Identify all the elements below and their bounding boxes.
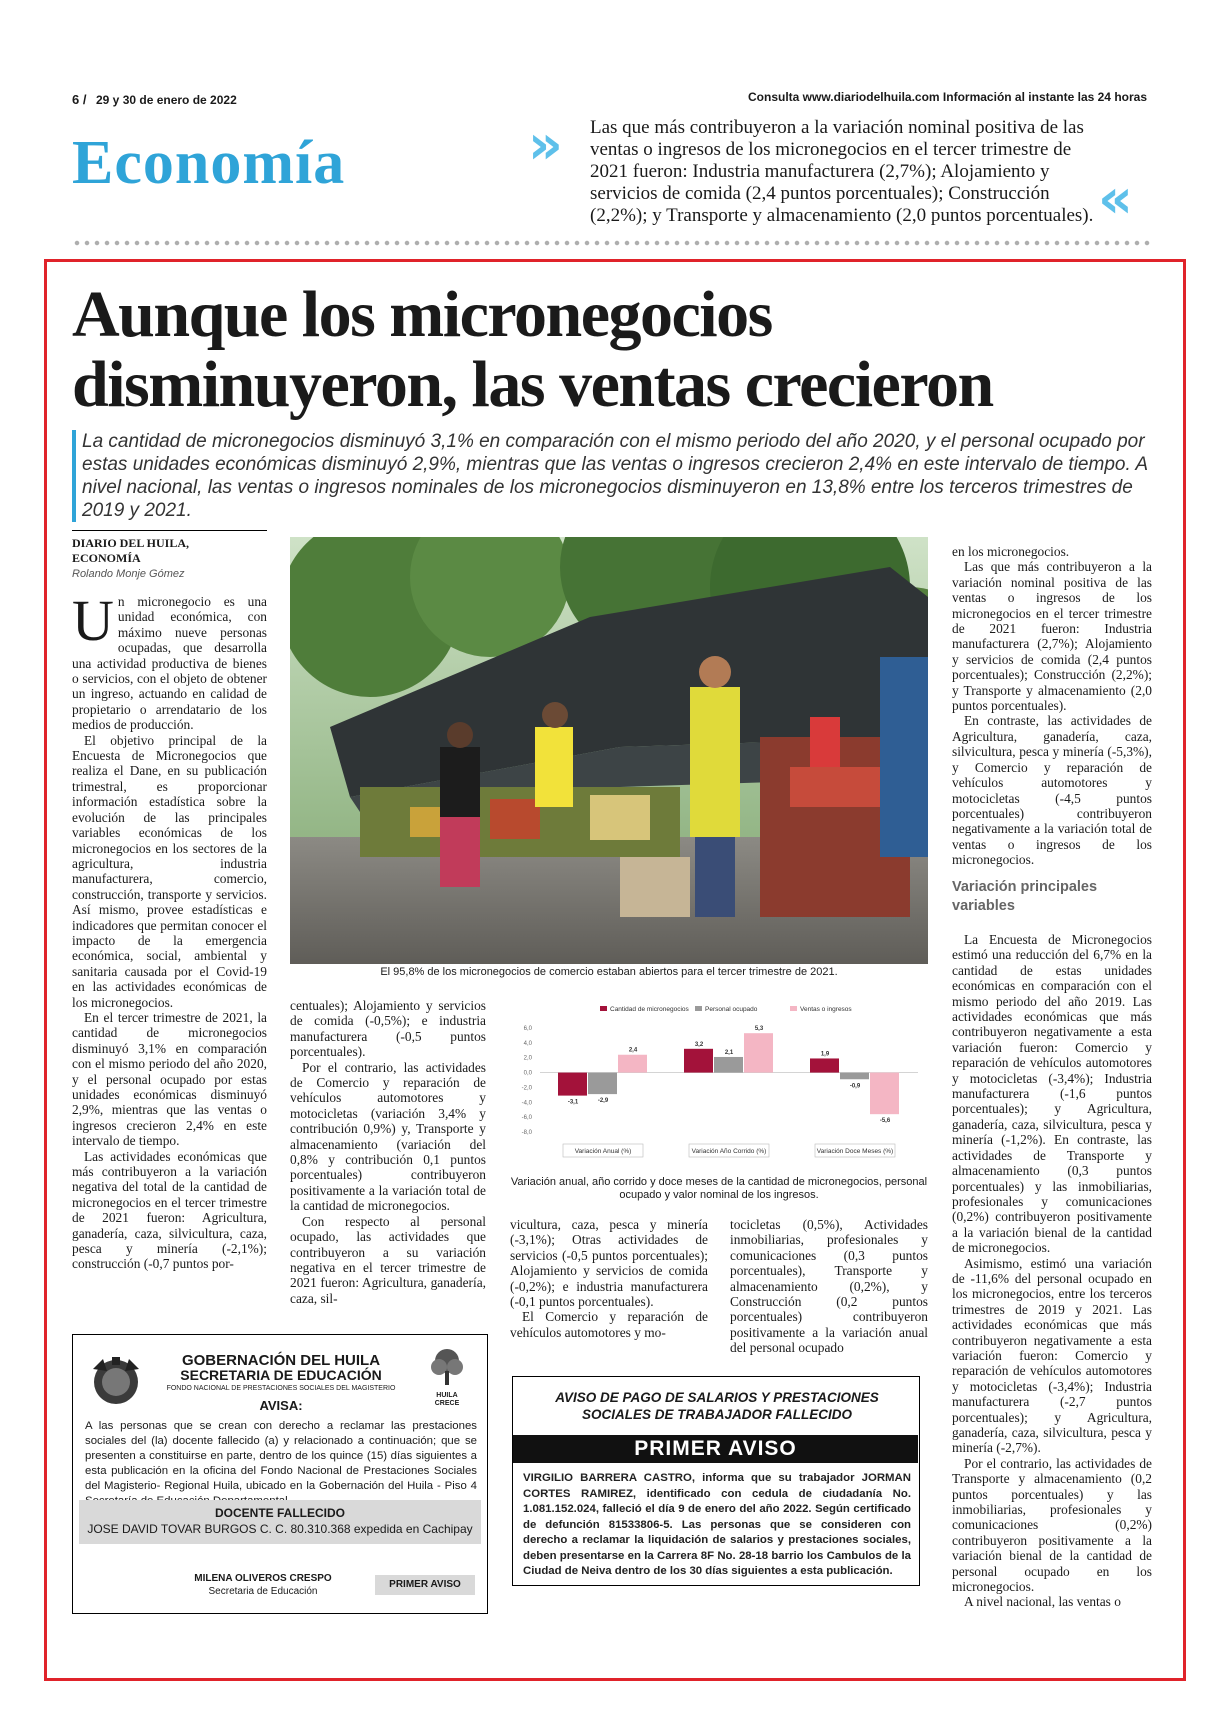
market-photo (290, 537, 928, 964)
bar-value-label: -2,9 (597, 1098, 609, 1105)
article-column-2: centuales); Alojamiento y servicios de comida (-0,5%); e industria manufacturera (-0,5 puntos porcentuales). Por el contrario, las actividades de Comercio y reparación de vehículos automotores y motocicletas (variación 3,4% y contribución 0,9%) y, Transporte y almacenamiento (variación del 0,8% y contribución 0,1 puntos porcentuales) contribuyeron positivamente a la variación total de la cantidad de micronegocios. Con respecto al personal ocupado, las actividades que contribuyeron a su variación negativa en el tercer trimestre de 2021 fueron: Agricultura, ganadería, caza, sil- (290, 998, 486, 1306)
chevron-left-icon: « (1098, 167, 1133, 230)
legend-swatch (600, 1006, 607, 1011)
docente-label: DOCENTE FALLECIDO (214, 1506, 345, 1520)
gobernacion-title: GOBERNACIÓN DEL HUILA (181, 1352, 381, 1369)
docente-box (79, 1500, 481, 1544)
fondo-line: FONDO NACIONAL DE PRESTACIONES SOCIALES DEL MAGISTERIO (166, 1385, 396, 1392)
page-date: 29 y 30 de enero de 2022 (96, 93, 237, 107)
legend-label: Cantidad de micronegocios (610, 1006, 689, 1013)
bar-value-label: 3,2 (694, 1041, 704, 1048)
y-tick-label: -2,0 (521, 1085, 532, 1092)
gobernacion-notice (72, 1334, 488, 1614)
y-tick-label: 2,0 (523, 1055, 532, 1062)
tree-icon (425, 1347, 469, 1387)
gobernacion-body: A las personas que se crean con derecho a reclamar las prestaciones sociales del (la) docente fallecido (a) y relacionado a continuación; que se presenten a constituirse en parte, dentro de los quince (15) días siguientes a esta publicación en la oficina del Fondo Nacional de Prestaciones Sociales del Magisterio- Regional Huila, ubicado en la Gobernación del Huila - Piso 4 (85, 1420, 477, 1492)
chart-bar (588, 1073, 617, 1095)
legend-swatch (790, 1006, 797, 1011)
byline-rule (72, 530, 267, 531)
signer-name: MILENA OLIVEROS CRESPO (194, 1573, 332, 1584)
chart-bar (684, 1049, 713, 1073)
chart-bar (870, 1073, 899, 1115)
bar-value-label: 2,4 (628, 1047, 638, 1054)
article-column-5b: La Encuesta de Micronegocios estimó una reducción del 6,7% en la cantidad de estas unidades económicas en comparación con el mismo periodo del año 2019. Las actividades económicas que más contribuyeron negativamente a esta variación fueron: Comercio y reparación de vehículos automotores y motocicletas (-3,4%); Industria manufacturera (-1,6 puntos porcentuales); y Agricultura, ganadería, caza, silvicultura, pesca y minería (-1,2%). En contraste, las actividades de Transporte y almacenamiento (0,3 puntos porcentuales) y las inmobiliarias, profesionales y comunicaciones (0,2%) contribuyeron positivamente a la variación bienal de la cantidad de micronegocios. Asimismo, estimó una variación de -11,6% del personal ocupado en los micronegocios, entre los terceros trimestres de 2019 y 2021. Las actividades económicas que más contribuyeron negativamente a esta variación fueron: Comercio y reparación de vehículos automotores y motocicletas (-3,4%); Industria manufacturera (-2,7 puntos porcentuales); y Agricultura, ganadería, caza, silvicultura, pesca y minería (-2,7%). Por el contrario, las actividades de Transporte y almacenamiento (0,2 puntos porcentuales) y las inmobiliarias, profesionales y comunicaciones (0,2%) contribuyeron positivamente a la variación bienal de la cantidad de personal ocupado en los micronegocios. A nivel nacional, las ventas o (952, 932, 1152, 1610)
deck-accent-bar (72, 430, 76, 522)
bar-value-label: -0,9 (849, 1083, 861, 1090)
legend-label: Ventas o ingresos (800, 1006, 852, 1013)
category-label: Variación Anual (%) (574, 1148, 632, 1155)
category-label: Variación Doce Meses (%) (816, 1148, 894, 1155)
chart-bar (810, 1058, 839, 1072)
legend-label: Personal ocupado (705, 1006, 758, 1013)
aviso-pago-notice (512, 1376, 920, 1586)
chart-svg (510, 1000, 928, 1170)
drop-cap: U (72, 588, 114, 653)
chart-caption: Variación anual, año corrido y doce meses de la cantidad de micronegocios, personal ocupado y valor nominal de los ingresos. (510, 1176, 928, 1201)
bar-value-label: 1,9 (820, 1051, 830, 1058)
aviso-title: AVISO DE PAGO DE SALARIOS Y PRESTACIONES SOCIALES DE TRABAJADOR FALLECIDO (555, 1390, 879, 1422)
decorative-divider (72, 236, 1152, 250)
gobernacion-subtitle: SECRETARIA DE EDUCACIÓN (180, 1367, 382, 1383)
variation-chart (510, 1000, 928, 1170)
article-deck: La cantidad de micronegocios disminuyó 3,1% en comparación con el mismo periodo del año 2020, y el personal ocupado por estas unidades económicas disminuyó 2,9%, mientras que las ventas o ingresos crecieron 2,4% en este intervalo de tiempo. A nivel nacional, las ventas o ingresos nominales de los micronegocios disminuyeron en 13,8% entre los terceros trimestres de 2019 y 2021. (82, 431, 1148, 521)
legend-swatch (695, 1006, 702, 1011)
article-column-5: en los micronegocios. Las que más contribuyeron a la variación nominal positiva de las ventas o ingresos de los micronegocios en el tercer trimestre de 2021 fueron: Industria manufacturera (2,7%); Alojamiento y servicios de comida (2,4 puntos porcentuales); Construcción (2,2%); y Transporte y almacenamiento (2,0 puntos porcentuales). En contraste, las actividades de Agricultura, ganadería, caza, silvicultura, pesca y minería (-5,3%), y Comercio y reparación de vehículos automotores y motocicletas (-4,5 puntos porcentuales) contribuyeron negativamente a la variación total de ventas o ingresos de los micronegocios. (952, 544, 1152, 868)
y-tick-label: -4,0 (521, 1100, 532, 1107)
page-number: 6 / (72, 92, 87, 107)
chart-bar (840, 1073, 869, 1080)
signer-role: Secretaria de Educación (208, 1586, 318, 1597)
section-subhead: Variación principales variables (952, 879, 1098, 914)
primer-aviso-banner: PRIMER AVISO (513, 1435, 918, 1463)
aviso-body: VIRGILIO BARRERA CASTRO, informa que su trabajador JORMAN CORTES RAMIREZ, identificado con cedula de ciudadanía No. 1.081.152.024, falleció el día 9 de enero del año 2022. Según certificado de defunción 81533806-5. Las personas que se consideren con derecho a reclamar la liquidación de salarios y prestaciones sociales, deben presentarse en la Carrera 8F No. 28-18 barrio los Cambulos de la Ciudad de Neiva dentro de los 30 días siguientes a esta publicación. (523, 1472, 911, 1577)
photo-caption: El 95,8% de los micronegocios de comercio estaban abiertos para el tercer trimestre de 2021. (380, 966, 838, 978)
chart-bar (618, 1055, 647, 1073)
chart-bar (714, 1057, 743, 1073)
chart-bar (558, 1073, 587, 1096)
bar-value-label: 2,1 (724, 1049, 734, 1056)
y-tick-label: 6,0 (523, 1026, 532, 1032)
section-title: Economía (72, 129, 346, 197)
article-column-1: Un micronegocio es una unidad económica, con máximo nueve personas ocupadas, que desarrolla una actividad productiva de bienes o servicios, con el objeto de obtener un ingreso, actuando en calidad de propietario o arrendatario de los medios de producción. El objetivo principal de la Encuesta de Micronegocios que realiza el Dane, en su publicación trimestral, es proporcionar información estadística sobre la evolución de las principales variables económicas de los micronegocios en los sectores de la agricultura, industria manufacturera, comercio, construcción, transporte y servicios. Así mismo, provee estadísticas e indicadores que permitan conocer el impacto de la emergencia económica, social, ambiental y sanitaria causada por el Covid-19 en las actividades económicas de los micronegocios. En el tercer trimestre de 2021, la cantidad de micronegocios disminuyó 3,1% en comparación con el mismo periodo del año 2020, y el personal ocupado por estas unidades económicas disminuyó 2,9%, mientras que las ventas o ingresos crecieron 2,4% en este intervalo de tiempo. Las actividades económicas que más contribuyeron a la variación negativa del total de la cantidad de micronegocios en el tercer trimestre de 2021 fueron: Agricultura, ganadería, caza, silvicultura, caza, pesca y minería (-2,1%); construcción (-0,7 puntos por- (72, 588, 267, 1272)
avisa-label: AVISA: (259, 1398, 303, 1413)
chevron-right-icon: » (528, 113, 563, 176)
chart-bar (744, 1033, 773, 1072)
docente-name: JOSE DAVID TOVAR BURGOS C. C. 80.310.368 expedida en Cachipay (87, 1522, 473, 1536)
y-tick-label: -8,0 (521, 1130, 532, 1136)
author: Rolando Monje Gómez (72, 568, 185, 580)
header-highlight: Las que más contribuyeron a la variación nominal positiva de las ventas o ingresos de los micronegocios en el tercer trimestre de 2021 fueron: Industria manufacturera (2,7%); Alojamiento y servicios de comida (2,4 puntos porcentuales); Construcción (2,2%); y Transporte y almacenamiento (2,0 puntos porcentuales). (590, 117, 1094, 226)
byline: DIARIO DEL HUILA, ECONOMÍA (72, 536, 190, 565)
huila-crece-text: HUILA CRECE (434, 1392, 460, 1407)
article-column-3: vicultura, caza, pesca y minería (-3,1%); Otras actividades de servicios (-0,5 puntos porcentuales); Alojamiento y servicios de comida (-0,2%); e industria manufacturera (-0,1 puntos porcentuales). El Comercio y reparación de vehículos automotores y mo- (510, 1217, 708, 1340)
consulta-line: Consulta www.diariodelhuila.com Información al instante las 24 horas (748, 90, 1147, 104)
bar-value-label: -3,1 (567, 1099, 579, 1106)
primer-aviso-tag: PRIMER AVISO (375, 1575, 475, 1595)
y-tick-label: 4,0 (523, 1040, 532, 1047)
article-column-4: tocicletas (0,5%), Actividades inmobiliarias, profesionales y comunicaciones (0,3 puntos porcentuales), Transporte y almacenamiento (0,2%), y Construcción (0,2 puntos porcentuales) contribuyeron positivamente a la variación anual del personal ocupado (730, 1217, 928, 1356)
bar-value-label: -5,6 (879, 1118, 891, 1125)
y-tick-label: -6,0 (521, 1115, 532, 1122)
bar-value-label: 5,3 (754, 1026, 764, 1033)
category-label: Variación Año Corrido (%) (691, 1148, 767, 1155)
y-tick-label: 0,0 (523, 1070, 532, 1077)
headline: Aunque los micronegocios disminuyeron, las ventas crecieron (72, 278, 993, 421)
